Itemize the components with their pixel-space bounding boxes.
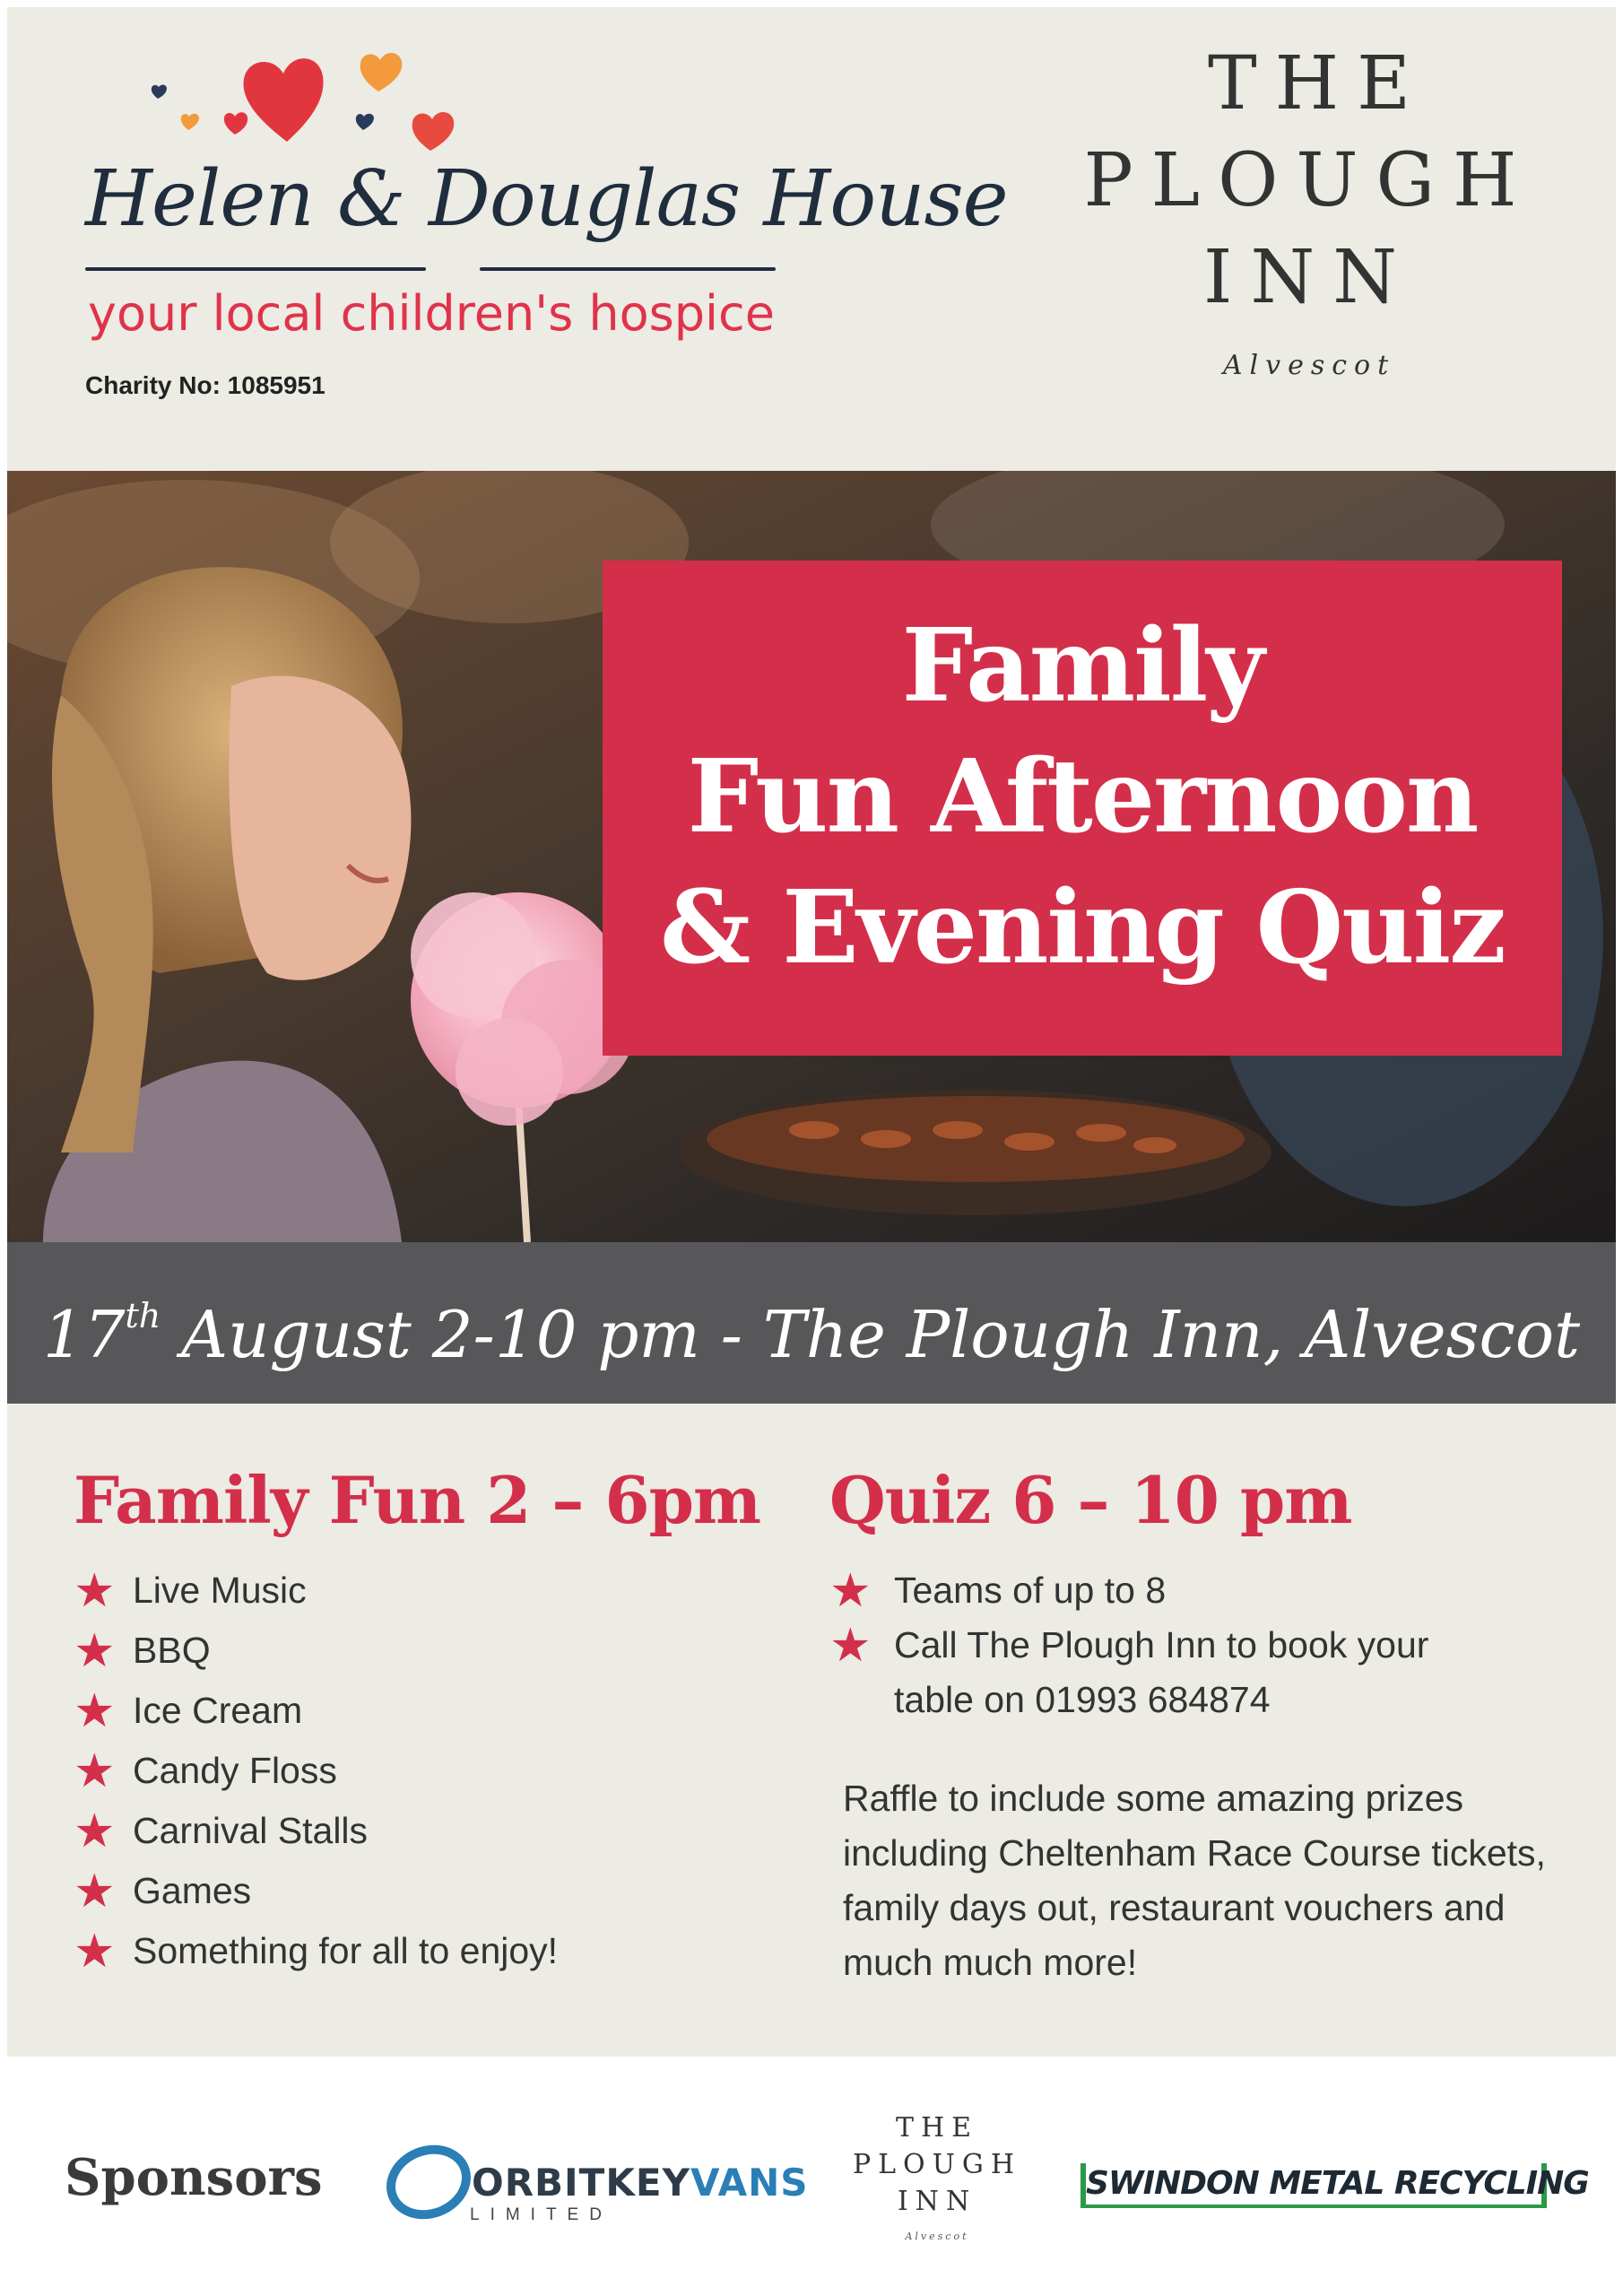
- quiz-heading: Quiz 6 – 10 pm: [829, 1462, 1352, 1538]
- list-item: ★ Call The Plough Inn to book your: [829, 1620, 1429, 1672]
- star-icon: ★: [74, 1565, 116, 1617]
- event-title-panel: [603, 561, 1562, 1056]
- family-fun-list: [74, 1565, 559, 1990]
- logo-underline-left: [85, 267, 426, 271]
- list-item: ★ Something for all to enjoy!: [74, 1926, 559, 1978]
- hearts-icon: [135, 36, 493, 170]
- star-icon: ★: [829, 1565, 872, 1617]
- list-item: ★ Games: [74, 1866, 252, 1918]
- orbitkey-wordmark: ORBITKEYVANS: [472, 2161, 809, 2205]
- list-item: ★ BBQ: [74, 1625, 211, 1677]
- star-icon: ★: [74, 1685, 116, 1737]
- star-icon: ★: [74, 1866, 116, 1918]
- star-icon: ★: [74, 1926, 116, 1978]
- plough-inn-sponsor-logo: [838, 2109, 1036, 2242]
- plough-sponsor-sub: Alvescot: [905, 2231, 969, 2242]
- title-line-2: Fun Afternoon: [687, 738, 1478, 856]
- list-item: ★ Carnival Stalls: [74, 1805, 369, 1857]
- swindon-wordmark: SWINDON METAL RECYCLING: [1086, 2165, 1589, 2202]
- star-icon: ★: [74, 1805, 116, 1857]
- plough-logo-sub: Alvescot: [1222, 350, 1396, 381]
- quiz-list: [829, 1565, 1429, 1734]
- plough-logo-line3: INN: [1203, 235, 1415, 320]
- event-day-suffix: th: [125, 1296, 161, 1335]
- event-day: 17: [42, 1297, 126, 1372]
- list-item: ★ Ice Cream: [74, 1685, 303, 1737]
- star-icon: ★: [74, 1625, 116, 1677]
- charity-number: Charity No: 1085951: [85, 371, 325, 399]
- title-line-3: & Evening Quiz: [660, 869, 1505, 987]
- list-item-continued: table on 01993 684874: [894, 1679, 1271, 1720]
- charity-tagline: your local children's hospice: [88, 285, 775, 342]
- logo-underline-right: [480, 267, 776, 271]
- sponsors-label: Sponsors: [65, 2148, 323, 2207]
- event-date-venue: [7, 1242, 1616, 1404]
- orbitkey-limited: LIMITED: [470, 2205, 612, 2224]
- event-details: August 2-10 pm - The Plough Inn, Alvescot: [161, 1297, 1581, 1372]
- orbit-ring-icon: [376, 2133, 482, 2231]
- star-icon: ★: [829, 1620, 872, 1672]
- plough-sponsor-line3: INN: [897, 2186, 977, 2217]
- star-icon: ★: [74, 1745, 116, 1797]
- swindon-metal-recycling-logo: [1081, 2163, 1589, 2208]
- list-item: ★ Teams of up to 8: [829, 1565, 1167, 1617]
- family-fun-heading: Family Fun 2 – 6pm: [74, 1462, 761, 1538]
- plough-sponsor-line1: THE: [895, 2112, 979, 2144]
- charity-name: Helen & Douglas House: [85, 154, 1008, 244]
- orbitkey-vans-logo: [386, 2139, 809, 2229]
- plough-sponsor-line2: PLOUGH: [852, 2149, 1022, 2180]
- list-item: ★ Live Music: [74, 1565, 307, 1617]
- plough-inn-logo: [1058, 36, 1560, 381]
- date-band: [7, 1242, 1616, 1404]
- title-line-1: Family: [901, 607, 1263, 725]
- plough-logo-line2: PLOUGH: [1083, 138, 1535, 223]
- plough-logo-line1: THE: [1207, 41, 1429, 126]
- list-item: ★ Candy Floss: [74, 1745, 337, 1797]
- raffle-text: Raffle to include some amazing prizes including Cheltenham Race Course tickets, family days out, restaurant vouchers and much much more!: [843, 1778, 1546, 1983]
